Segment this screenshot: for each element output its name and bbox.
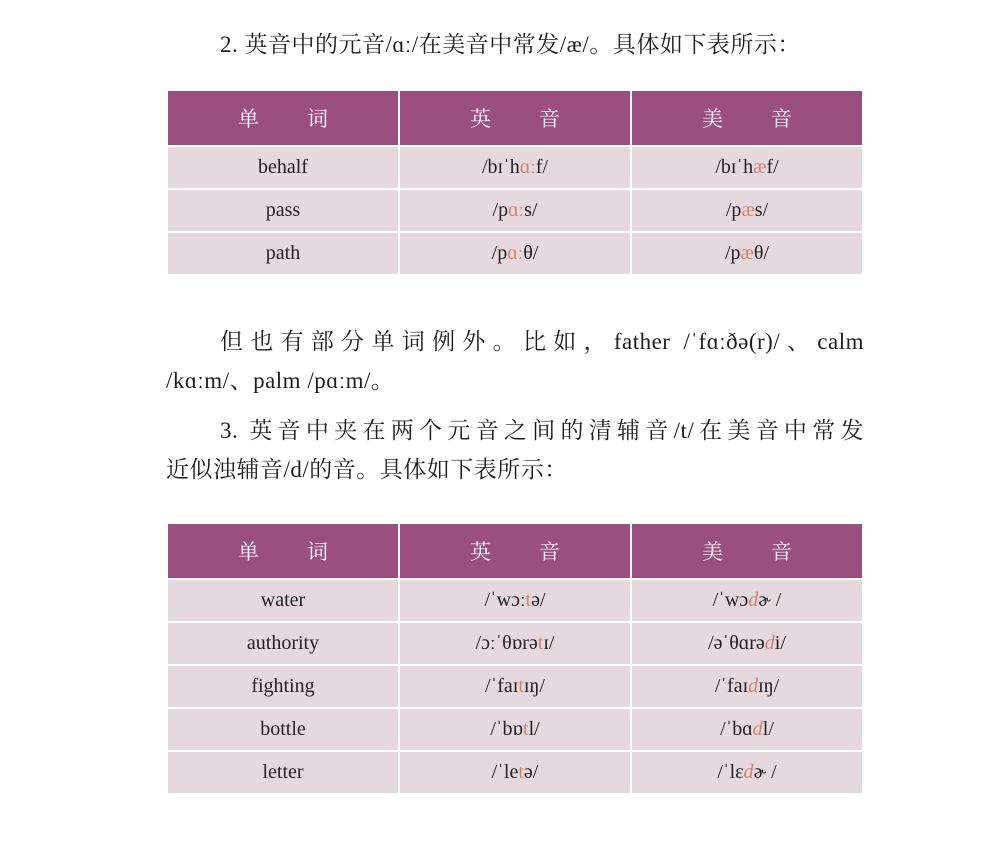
cell-british: /pɑːθ/	[399, 232, 631, 275]
section-2-heading	[220, 28, 880, 62]
table-row	[167, 146, 863, 189]
cell-american: /əˈθɑrədi/	[631, 622, 863, 665]
exception-paragraph	[166, 325, 864, 398]
highlight-consonant: t	[525, 589, 532, 611]
highlight-consonant: t	[537, 632, 544, 654]
header-american: 美 音	[631, 523, 863, 579]
exception-line-2: /kɑːm/、palm /pɑːm/。	[166, 368, 395, 393]
highlight-consonant: t	[518, 761, 524, 783]
cell-american: /ˈwɔdɚ /	[631, 579, 863, 622]
exception-line-1: 但也有部分单词例外。比如，father /ˈfɑːðə(r)/、calm	[220, 329, 864, 354]
cell-american: /ˈlɛdɚ /	[631, 751, 863, 794]
highlight-consonant: d	[748, 589, 759, 611]
cell-word: path	[167, 232, 399, 275]
cell-british: /ˈletə/	[399, 751, 631, 794]
cell-word: water	[167, 579, 399, 622]
cell-american: /pæs/	[631, 189, 863, 232]
highlight-consonant: d	[743, 761, 754, 783]
section-2-heading-text: 2. 英音中的元音/ɑː/在美音中常发/æ/。具体如下表所示：	[220, 32, 801, 57]
table-header-row	[167, 90, 863, 146]
table-header-row	[167, 523, 863, 579]
cell-word: pass	[167, 189, 399, 232]
highlight-vowel: ɑː	[519, 156, 536, 178]
header-word: 单 词	[167, 523, 399, 579]
highlight-vowel: æ	[740, 242, 754, 264]
highlight-consonant: t	[523, 718, 529, 740]
table-row	[167, 189, 863, 232]
highlight-vowel: ɑː	[507, 242, 524, 264]
cell-british: /ˈbɒtl/	[399, 708, 631, 751]
cell-british: /ɔːˈθɒrətɪ/	[399, 622, 631, 665]
table-row	[167, 708, 863, 751]
highlight-consonant: d	[752, 718, 763, 740]
header-american: 美 音	[631, 90, 863, 146]
cell-british: /ˈwɔːtə/	[399, 579, 631, 622]
table-row	[167, 232, 863, 275]
cell-word: authority	[167, 622, 399, 665]
table-row	[167, 579, 863, 622]
highlight-consonant: d	[748, 675, 759, 697]
header-british: 英 音	[399, 90, 631, 146]
section-3-paragraph	[166, 414, 864, 487]
cell-british: /pɑːs/	[399, 189, 631, 232]
cell-word: fighting	[167, 665, 399, 708]
header-word: 单 词	[167, 90, 399, 146]
table-row	[167, 622, 863, 665]
highlight-vowel: ɑː	[508, 199, 525, 221]
cell-word: letter	[167, 751, 399, 794]
cell-word: behalf	[167, 146, 399, 189]
highlight-vowel: æ	[741, 199, 755, 221]
highlight-consonant: t	[518, 675, 524, 697]
section-3-line-1: 3. 英音中夹在两个元音之间的清辅音/t/在美音中常发	[220, 418, 864, 443]
highlight-vowel: æ	[753, 156, 767, 178]
cell-british: /bɪˈhɑːf/	[399, 146, 631, 189]
highlight-consonant: d	[764, 632, 775, 654]
cell-american: /ˈbɑdl/	[631, 708, 863, 751]
section-3-line-2: 近似浊辅音/d/的音。具体如下表所示：	[166, 457, 568, 482]
header-british: 英 音	[399, 523, 631, 579]
table-flap-t	[166, 522, 864, 795]
cell-word: bottle	[167, 708, 399, 751]
cell-british: /ˈfaɪtɪŋ/	[399, 665, 631, 708]
cell-american: /bɪˈhæf/	[631, 146, 863, 189]
table-row	[167, 665, 863, 708]
cell-american: /ˈfaɪdɪŋ/	[631, 665, 863, 708]
table-vowel-a-ae	[166, 89, 864, 276]
table-row	[167, 751, 863, 794]
cell-american: /pæθ/	[631, 232, 863, 275]
